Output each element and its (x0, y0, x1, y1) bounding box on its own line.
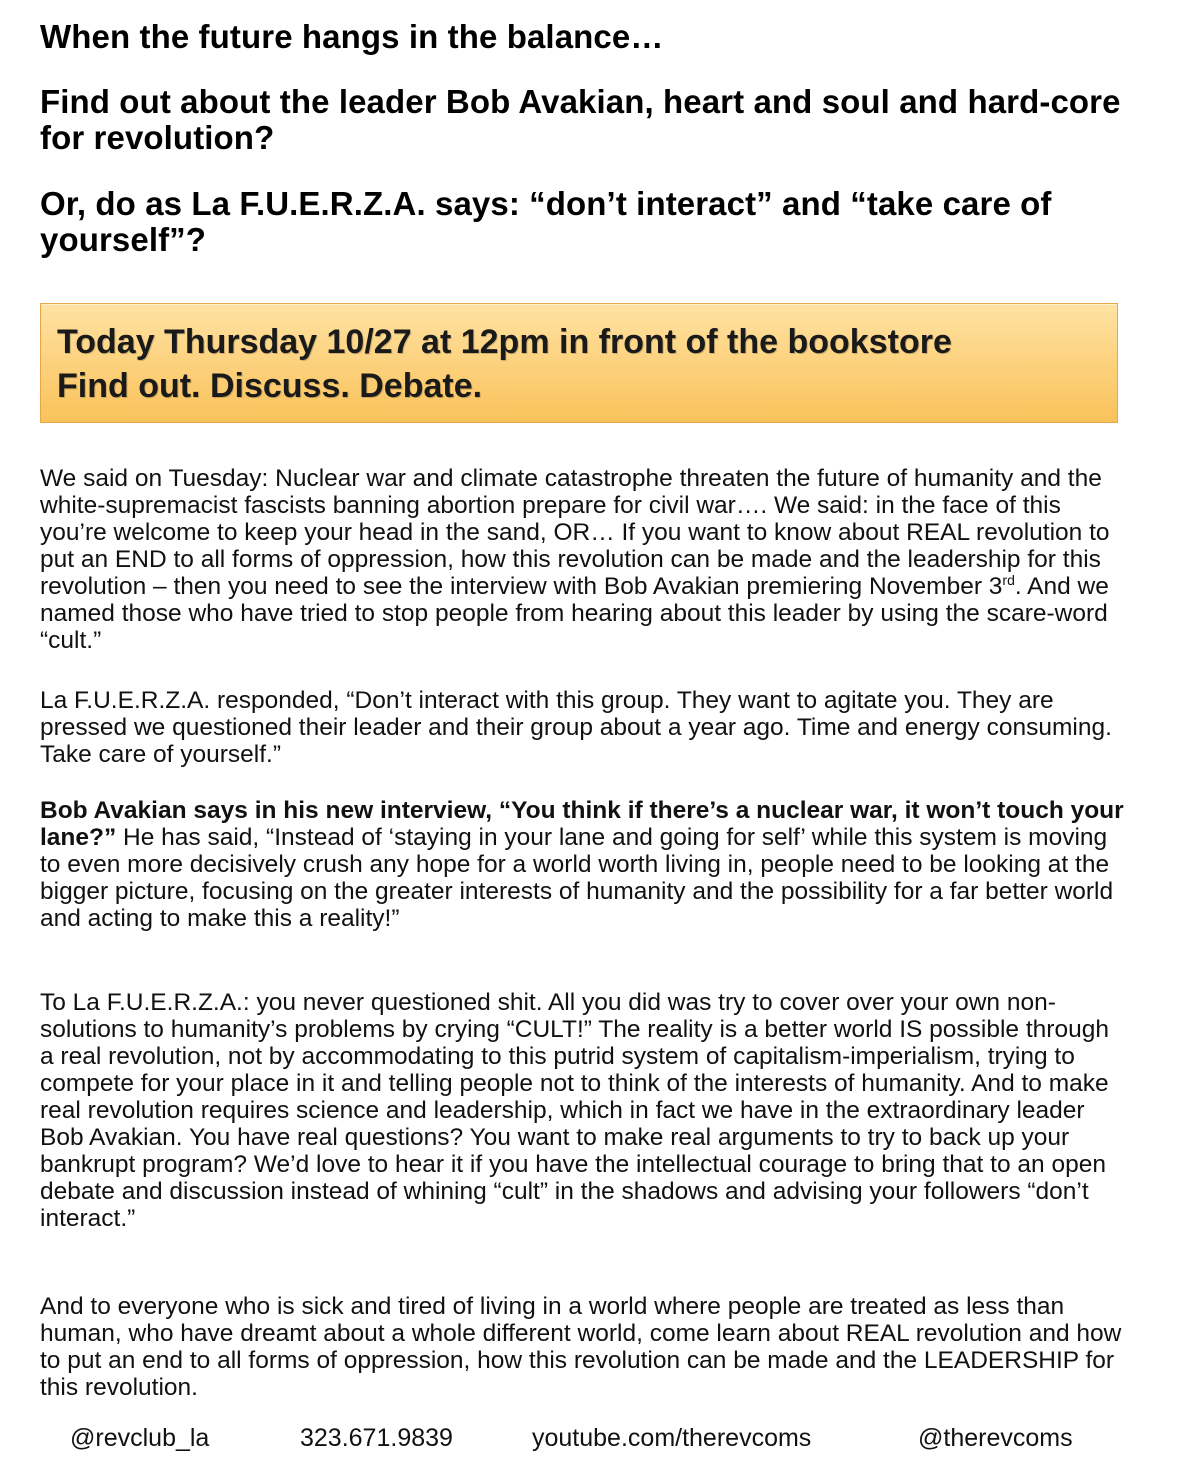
paragraph-tuesday-text-a: We said on Tuesday: Nuclear war and climate catastrophe threaten the future of humanity and the white-supremacist fascists banning abortion prepare for civil war…. We said: in the face of this you’re welcome to keep your head in the sand, OR… If you want to know about REAL revolution to put an END to all forms of oppression, how this revolution can be made and the leadership for this revolution – then you need to see the interview with Bob Avakian premiering November 3 (40, 465, 1110, 600)
contact-footer (40, 1424, 1140, 1464)
paragraph-tuesday-statement (40, 465, 1125, 654)
event-callout-box (40, 303, 1118, 423)
instagram-handle: @revclub_la (70, 1424, 210, 1452)
paragraph-fuerza-response: La F.U.E.R.Z.A. responded, “Don’t interact with this group. They want to agitate you. They are pressed we questioned their leader and their group about a year ago. Time and energy consuming. Take care of yourself.” (40, 687, 1112, 768)
headline-future: When the future hangs in the balance… (40, 18, 664, 55)
headline-fuerza-question: Or, do as La F.U.E.R.Z.A. says: “don’t interact” and “take care of yourself”? (40, 185, 1052, 258)
phone-number: 323.671.9839 (300, 1424, 453, 1452)
twitter-handle: @therevcoms (918, 1424, 1073, 1452)
avakian-quote-rest: He has said, “Instead of ‘staying in your lane and going for self’ while this system is moving to even more decisively crush any hope for a world worth living in, people need to be looking at the bigger picture, focusing on the greater interests of humanity and the possibility for a far better world and acting to make this a reality!” (40, 824, 1114, 932)
avakian-quote-bold: Bob Avakian says in his new interview, “You think if there’s a nuclear war, it won’t touch your lane?” (40, 797, 1124, 851)
ordinal-superscript: rd (1002, 571, 1015, 588)
paragraph-call-to-everyone: And to everyone who is sick and tired of living in a world where people are treated as less than human, who have dreamt about a whole different world, come learn about REAL revolution and how to put an end to all forms of oppression, how this revolution can be made and the LEADERSHIP for this revolution. (40, 1293, 1122, 1401)
paragraph-reply-to-fuerza: To La F.U.E.R.Z.A.: you never questioned shit. All you did was try to cover over your own non-solutions to humanity’s problems by crying “CULT!” The reality is a better world IS possible through a real revolution, not by accommodating to this putrid system of capitalism-imperialism, trying to compete for your place in it and telling people not to think of the interests of humanity. And to make real revolution requires science and leadership, which in fact we have in the extraordinary leader Bob Avakian. You have real questions? You want to make real arguments to try to back up your bankrupt program? We’d love to hear it if you have the intellectual courage to bring that to an open debate and discussion instead of whining “cult” in the shadows and advising your followers “don’t interact.” (40, 989, 1109, 1232)
event-time-location: Today Thursday 10/27 at 12pm in front of the bookstore (57, 323, 952, 361)
paragraph-tuesday-text-b: . And we named those who have tried to stop people from hearing about this leader by using the scare-word “cult.” (40, 573, 1109, 654)
youtube-link: youtube.com/therevcoms (532, 1424, 812, 1452)
paragraph-avakian-quote (40, 797, 1125, 932)
headline-find-out-leader: Find out about the leader Bob Avakian, heart and soul and hard-core for revolution? (40, 83, 1121, 156)
event-tagline: Find out. Discuss. Debate. (57, 367, 483, 405)
